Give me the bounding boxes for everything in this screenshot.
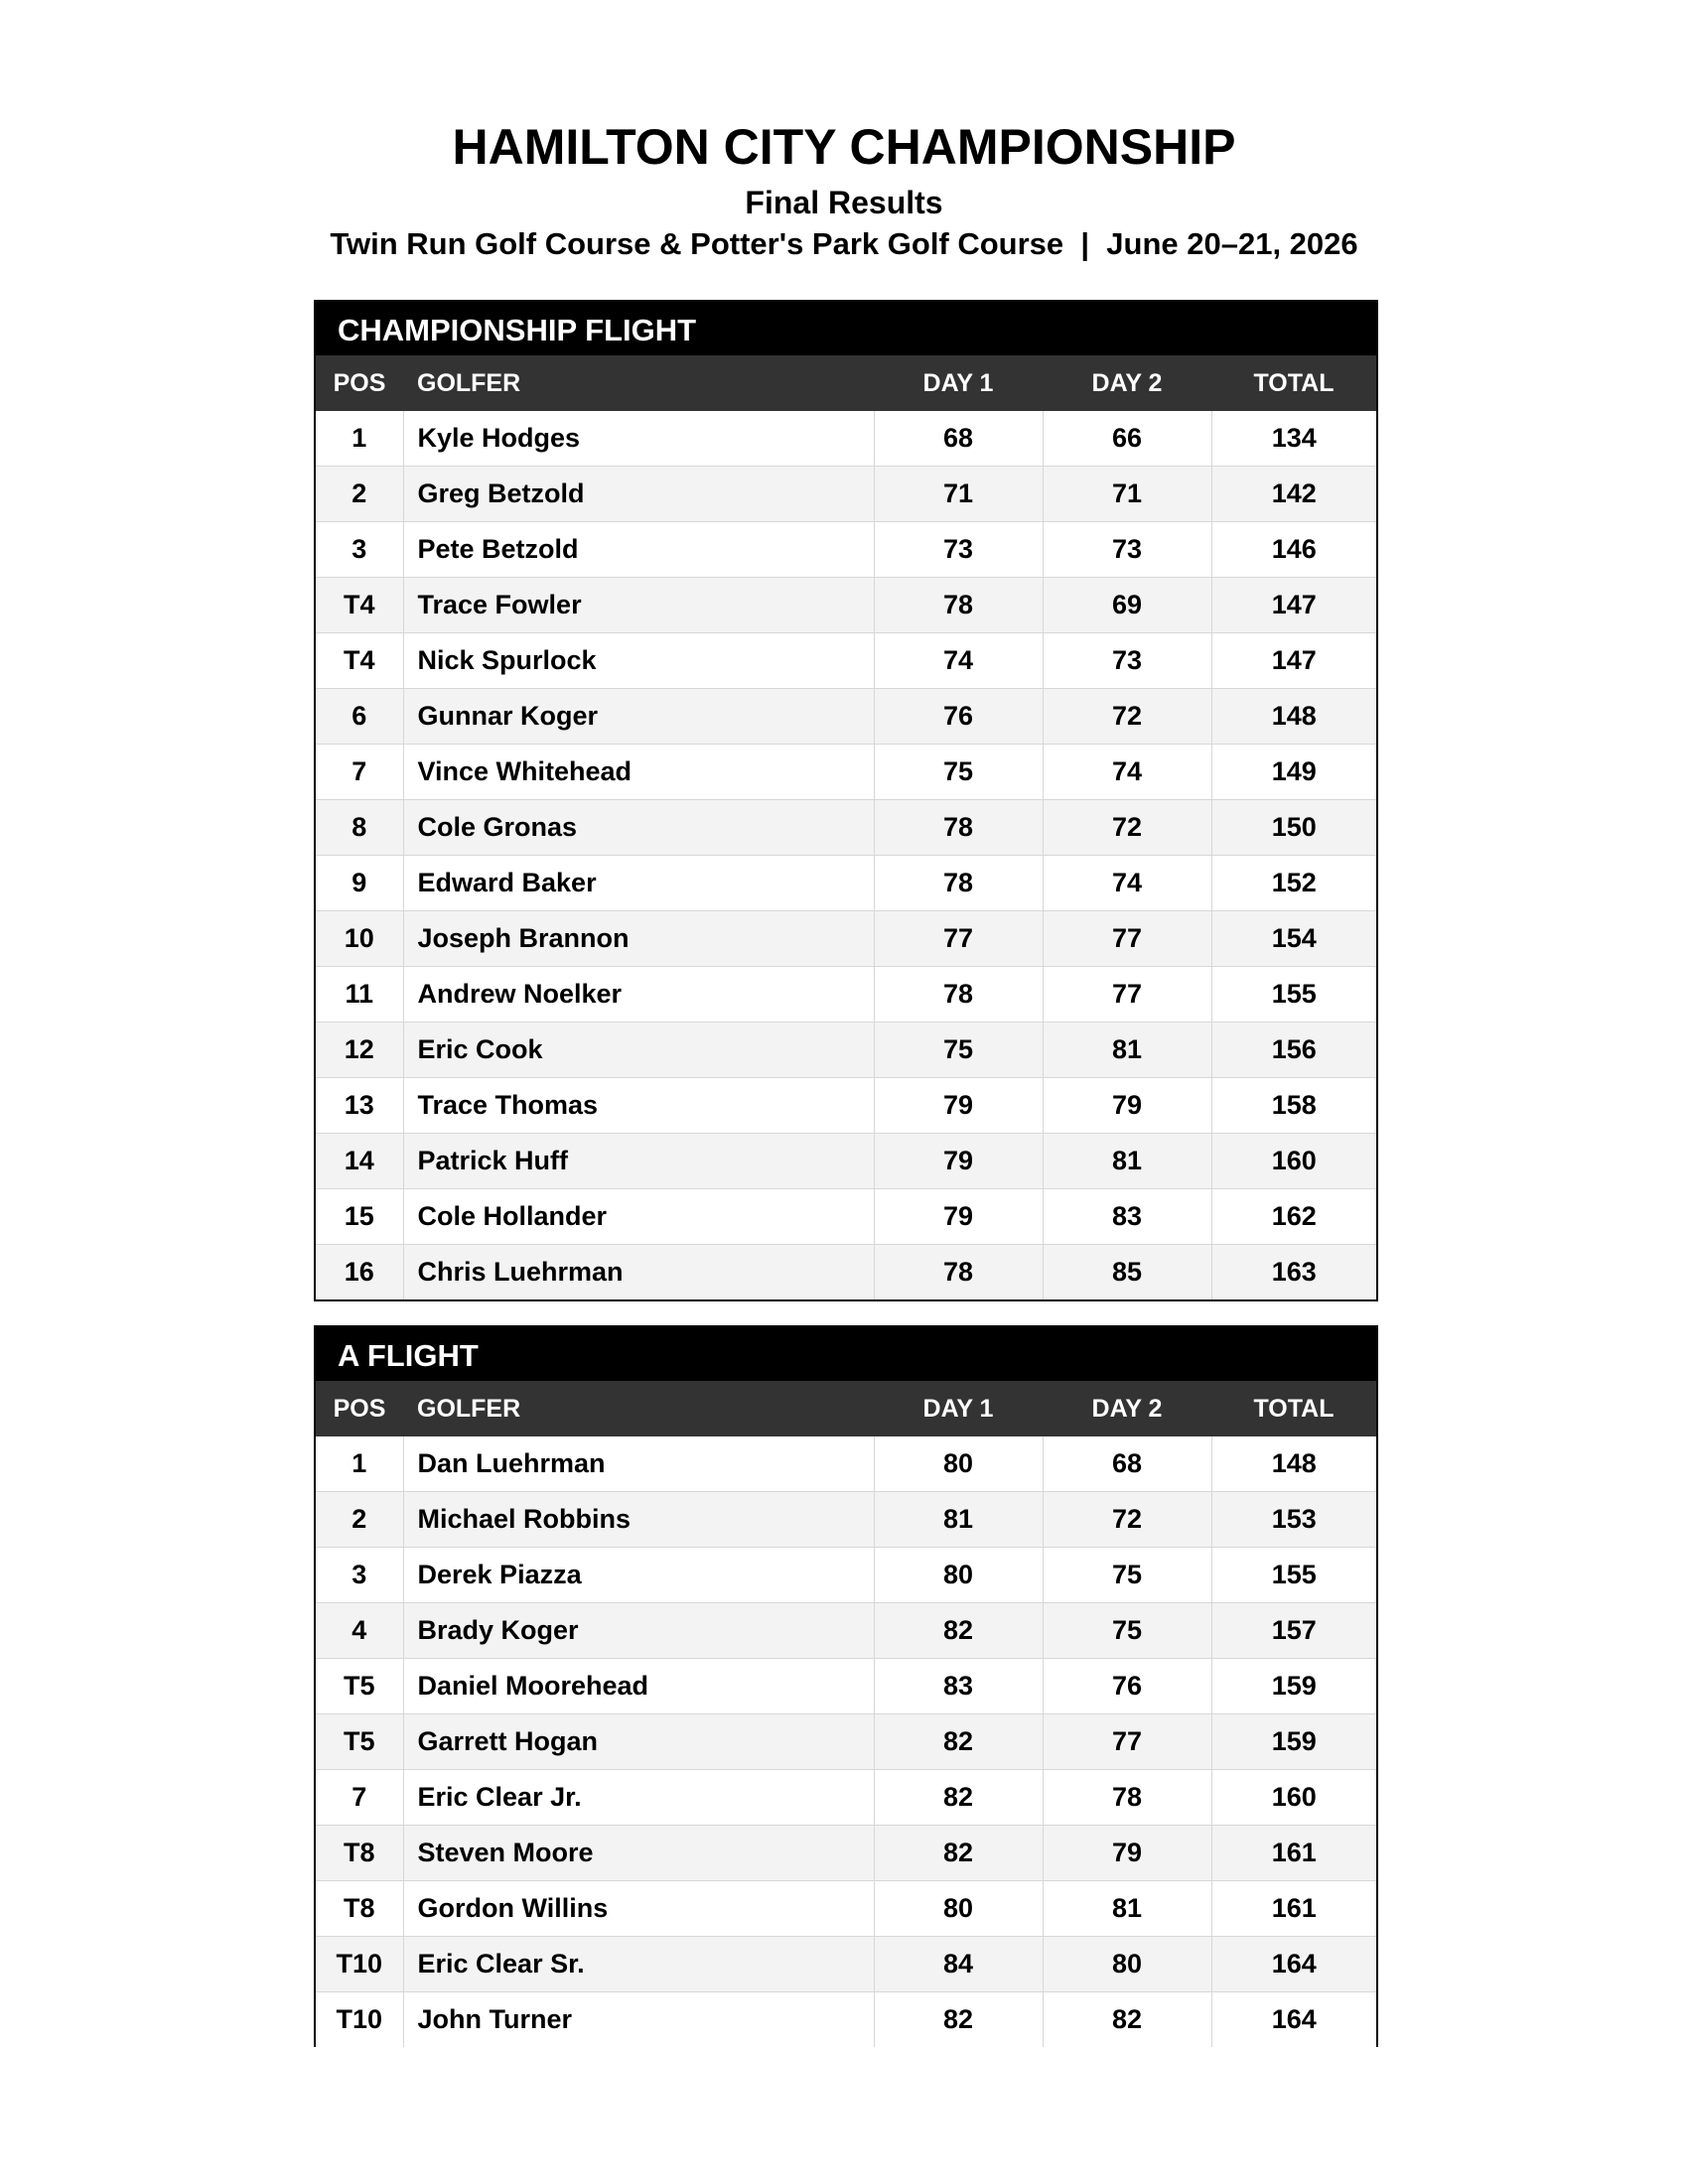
column-header-golfer: GOLFER <box>403 1381 874 1436</box>
table-row <box>316 1078 1376 1134</box>
cell-position: 9 <box>316 856 403 911</box>
table-row <box>316 1714 1376 1770</box>
table-row <box>316 856 1376 911</box>
table-row <box>316 1937 1376 1992</box>
table-row <box>316 411 1376 467</box>
cell-golfer-name: Gordon Willins <box>403 1881 874 1937</box>
table-header-row <box>316 1381 1376 1436</box>
cell-golfer-name: Gunnar Koger <box>403 689 874 745</box>
table-row <box>316 1492 1376 1548</box>
cell-golfer-name: Pete Betzold <box>403 522 874 578</box>
cell-total-score: 142 <box>1211 467 1376 522</box>
cell-day1-score: 73 <box>874 522 1043 578</box>
cell-position: 12 <box>316 1023 403 1078</box>
cell-day1-score: 75 <box>874 745 1043 800</box>
table-row <box>316 1189 1376 1245</box>
results-table <box>316 1381 1376 2047</box>
cell-position: 3 <box>316 522 403 578</box>
cell-total-score: 156 <box>1211 1023 1376 1078</box>
championship-flight-section <box>314 300 1378 1301</box>
cell-day1-score: 68 <box>874 411 1043 467</box>
cell-golfer-name: Chris Luehrman <box>403 1245 874 1300</box>
cell-position: T10 <box>316 1937 403 1992</box>
cell-golfer-name: Eric Clear Jr. <box>403 1770 874 1826</box>
cell-day2-score: 82 <box>1043 1992 1211 2048</box>
cell-position: 8 <box>316 800 403 856</box>
column-header-golfer: GOLFER <box>403 355 874 411</box>
cell-position: 10 <box>316 911 403 967</box>
cell-day2-score: 81 <box>1043 1023 1211 1078</box>
table-row <box>316 1245 1376 1300</box>
cell-total-score: 160 <box>1211 1134 1376 1189</box>
column-header-total: TOTAL <box>1211 1381 1376 1436</box>
page-title: HAMILTON CITY CHAMPIONSHIP <box>452 119 1236 175</box>
a-flight-section <box>314 1325 1378 2047</box>
cell-position: 1 <box>316 411 403 467</box>
cell-position: 15 <box>316 1189 403 1245</box>
table-row <box>316 1770 1376 1826</box>
cell-day1-score: 80 <box>874 1436 1043 1492</box>
cell-day1-score: 74 <box>874 633 1043 689</box>
cell-total-score: 159 <box>1211 1659 1376 1714</box>
cell-golfer-name: Trace Fowler <box>403 578 874 633</box>
table-row <box>316 800 1376 856</box>
cell-day2-score: 83 <box>1043 1189 1211 1245</box>
cell-total-score: 148 <box>1211 1436 1376 1492</box>
table-row <box>316 1826 1376 1881</box>
cell-day1-score: 78 <box>874 800 1043 856</box>
cell-total-score: 157 <box>1211 1603 1376 1659</box>
cell-day1-score: 76 <box>874 689 1043 745</box>
cell-day1-score: 82 <box>874 1714 1043 1770</box>
table-row <box>316 1881 1376 1937</box>
cell-position: T5 <box>316 1714 403 1770</box>
cell-position: 6 <box>316 689 403 745</box>
cell-golfer-name: Vince Whitehead <box>403 745 874 800</box>
cell-day2-score: 79 <box>1043 1826 1211 1881</box>
cell-golfer-name: Edward Baker <box>403 856 874 911</box>
cell-day2-score: 77 <box>1043 911 1211 967</box>
cell-total-score: 147 <box>1211 633 1376 689</box>
table-row <box>316 1992 1376 2048</box>
cell-total-score: 163 <box>1211 1245 1376 1300</box>
cell-day2-score: 66 <box>1043 411 1211 467</box>
cell-position: 1 <box>316 1436 403 1492</box>
table-row <box>316 1548 1376 1603</box>
cell-day2-score: 75 <box>1043 1603 1211 1659</box>
cell-day1-score: 82 <box>874 1826 1043 1881</box>
cell-total-score: 159 <box>1211 1714 1376 1770</box>
cell-position: 7 <box>316 1770 403 1826</box>
cell-golfer-name: Derek Piazza <box>403 1548 874 1603</box>
column-header-day1: DAY 1 <box>874 355 1043 411</box>
cell-golfer-name: Steven Moore <box>403 1826 874 1881</box>
cell-day2-score: 73 <box>1043 522 1211 578</box>
table-row <box>316 467 1376 522</box>
cell-total-score: 160 <box>1211 1770 1376 1826</box>
cell-day1-score: 79 <box>874 1134 1043 1189</box>
cell-position: 14 <box>316 1134 403 1189</box>
cell-golfer-name: Nick Spurlock <box>403 633 874 689</box>
cell-position: 13 <box>316 1078 403 1134</box>
cell-total-score: 153 <box>1211 1492 1376 1548</box>
cell-total-score: 155 <box>1211 967 1376 1023</box>
cell-total-score: 155 <box>1211 1548 1376 1603</box>
cell-position: 7 <box>316 745 403 800</box>
cell-golfer-name: Dan Luehrman <box>403 1436 874 1492</box>
cell-day1-score: 79 <box>874 1078 1043 1134</box>
cell-position: T4 <box>316 578 403 633</box>
cell-position: T4 <box>316 633 403 689</box>
cell-total-score: 147 <box>1211 578 1376 633</box>
cell-day2-score: 72 <box>1043 800 1211 856</box>
cell-golfer-name: Eric Cook <box>403 1023 874 1078</box>
page-subtitle: Final Results <box>745 185 943 220</box>
table-row <box>316 1659 1376 1714</box>
cell-day1-score: 71 <box>874 467 1043 522</box>
cell-day2-score: 80 <box>1043 1937 1211 1992</box>
cell-day1-score: 77 <box>874 911 1043 967</box>
column-header-day1: DAY 1 <box>874 1381 1043 1436</box>
cell-golfer-name: Daniel Moorehead <box>403 1659 874 1714</box>
cell-day1-score: 78 <box>874 578 1043 633</box>
cell-day2-score: 75 <box>1043 1548 1211 1603</box>
cell-day2-score: 81 <box>1043 1134 1211 1189</box>
cell-day2-score: 71 <box>1043 467 1211 522</box>
cell-day2-score: 76 <box>1043 1659 1211 1714</box>
cell-total-score: 148 <box>1211 689 1376 745</box>
venue-and-dates: Twin Run Golf Course & Potter's Park Golf Course | June 20–21, 2026 <box>330 226 1358 261</box>
table-header-row <box>316 355 1376 411</box>
table-row <box>316 911 1376 967</box>
cell-golfer-name: Brady Koger <box>403 1603 874 1659</box>
cell-day2-score: 85 <box>1043 1245 1211 1300</box>
cell-total-score: 149 <box>1211 745 1376 800</box>
cell-day1-score: 80 <box>874 1881 1043 1937</box>
cell-total-score: 152 <box>1211 856 1376 911</box>
cell-total-score: 161 <box>1211 1881 1376 1937</box>
cell-day1-score: 78 <box>874 856 1043 911</box>
cell-position: 4 <box>316 1603 403 1659</box>
cell-position: 2 <box>316 1492 403 1548</box>
cell-golfer-name: Cole Gronas <box>403 800 874 856</box>
cell-day2-score: 77 <box>1043 967 1211 1023</box>
column-header-day2: DAY 2 <box>1043 355 1211 411</box>
cell-day2-score: 74 <box>1043 856 1211 911</box>
cell-golfer-name: Michael Robbins <box>403 1492 874 1548</box>
flight-title: A FLIGHT <box>316 1325 1376 1381</box>
column-header-pos: POS <box>316 355 403 411</box>
cell-golfer-name: John Turner <box>403 1992 874 2048</box>
cell-golfer-name: Andrew Noelker <box>403 967 874 1023</box>
cell-day1-score: 83 <box>874 1659 1043 1714</box>
table-row <box>316 967 1376 1023</box>
table-row <box>316 522 1376 578</box>
cell-position: T8 <box>316 1881 403 1937</box>
cell-day1-score: 82 <box>874 1992 1043 2048</box>
cell-total-score: 164 <box>1211 1937 1376 1992</box>
column-header-day2: DAY 2 <box>1043 1381 1211 1436</box>
cell-day1-score: 78 <box>874 1245 1043 1300</box>
cell-day2-score: 78 <box>1043 1770 1211 1826</box>
cell-day2-score: 74 <box>1043 745 1211 800</box>
table-row <box>316 1436 1376 1492</box>
cell-total-score: 154 <box>1211 911 1376 967</box>
cell-golfer-name: Garrett Hogan <box>403 1714 874 1770</box>
cell-day1-score: 80 <box>874 1548 1043 1603</box>
table-row <box>316 1134 1376 1189</box>
cell-golfer-name: Kyle Hodges <box>403 411 874 467</box>
table-row <box>316 1603 1376 1659</box>
cell-position: T5 <box>316 1659 403 1714</box>
cell-position: 2 <box>316 467 403 522</box>
column-header-pos: POS <box>316 1381 403 1436</box>
cell-total-score: 158 <box>1211 1078 1376 1134</box>
flight-title: CHAMPIONSHIP FLIGHT <box>316 300 1376 355</box>
cell-golfer-name: Greg Betzold <box>403 467 874 522</box>
cell-day2-score: 73 <box>1043 633 1211 689</box>
cell-day2-score: 77 <box>1043 1714 1211 1770</box>
cell-golfer-name: Eric Clear Sr. <box>403 1937 874 1992</box>
cell-total-score: 134 <box>1211 411 1376 467</box>
cell-day1-score: 84 <box>874 1937 1043 1992</box>
table-row <box>316 745 1376 800</box>
cell-day2-score: 81 <box>1043 1881 1211 1937</box>
cell-total-score: 162 <box>1211 1189 1376 1245</box>
cell-total-score: 146 <box>1211 522 1376 578</box>
table-row <box>316 1023 1376 1078</box>
document-header <box>0 117 1688 264</box>
cell-position: 11 <box>316 967 403 1023</box>
column-header-total: TOTAL <box>1211 355 1376 411</box>
results-table <box>316 355 1376 1299</box>
cell-golfer-name: Patrick Huff <box>403 1134 874 1189</box>
cell-day2-score: 72 <box>1043 1492 1211 1548</box>
cell-total-score: 150 <box>1211 800 1376 856</box>
cell-day1-score: 78 <box>874 967 1043 1023</box>
table-row <box>316 633 1376 689</box>
cell-position: 3 <box>316 1548 403 1603</box>
cell-golfer-name: Cole Hollander <box>403 1189 874 1245</box>
cell-day2-score: 69 <box>1043 578 1211 633</box>
cell-position: 16 <box>316 1245 403 1300</box>
cell-golfer-name: Joseph Brannon <box>403 911 874 967</box>
cell-position: T8 <box>316 1826 403 1881</box>
cell-day2-score: 68 <box>1043 1436 1211 1492</box>
table-row <box>316 578 1376 633</box>
cell-day1-score: 82 <box>874 1603 1043 1659</box>
cell-day1-score: 79 <box>874 1189 1043 1245</box>
cell-day1-score: 82 <box>874 1770 1043 1826</box>
cell-golfer-name: Trace Thomas <box>403 1078 874 1134</box>
cell-position: T10 <box>336 2004 383 2034</box>
cell-day1-score: 75 <box>874 1023 1043 1078</box>
cell-day2-score: 79 <box>1043 1078 1211 1134</box>
cell-total-score: 161 <box>1211 1826 1376 1881</box>
cell-total-score: 164 <box>1211 1992 1376 2048</box>
table-row <box>316 689 1376 745</box>
cell-day2-score: 72 <box>1043 689 1211 745</box>
cell-day1-score: 81 <box>874 1492 1043 1548</box>
